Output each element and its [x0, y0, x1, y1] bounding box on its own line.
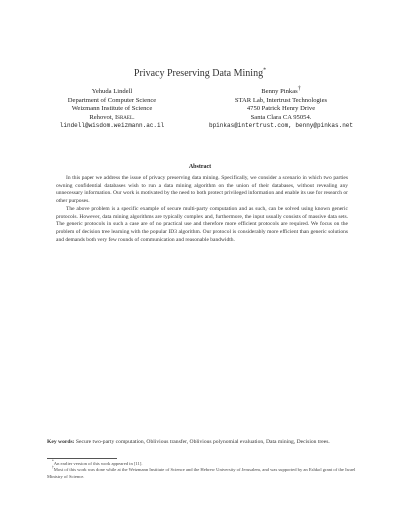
- author-name: Yehuda Lindell: [91, 88, 133, 95]
- paper-title: [0, 68, 400, 79]
- author-block-pinkas: [196, 85, 366, 131]
- title-footnote-mark: *: [263, 67, 267, 74]
- footnote: [47, 467, 363, 480]
- keywords: [47, 438, 363, 446]
- keywords-text: Secure two-party computation, Oblivious transfer, Oblivious polynomial evaluation, Data mining, Decision trees.: [74, 439, 330, 445]
- author-footnote-mark: †: [297, 85, 301, 92]
- author-email: bpinkas@intertrust.com, benny@pinkas.net: [208, 122, 354, 130]
- author-affiliation: STAR Lab, Intertrust Technologies: [234, 96, 328, 104]
- author-name-line: [196, 85, 366, 97]
- abstract-body: [56, 175, 348, 244]
- author-location: [36, 114, 188, 123]
- abstract-paragraph: The above problem is a specific example of secure multi-party computation and as such, can be solved using known generic protocols. However, data mining algorithms are typically complex and, furthermore, the input usually consists of massive data sets. The generic protocols in such a case are of no practical use and therefore more efficient protocols are required. We focus on the problem of decision tree learning with the popular ID3 algorithm. Our protocol is considerably more efficient than generic solutions and demands both very few rounds of communication and reasonable bandwidth.: [56, 205, 348, 243]
- footnote-text: An earlier version of this work appeared in [11].: [53, 461, 143, 466]
- footnote-mark: †: [52, 465, 54, 470]
- author-institution: Weizmann Institute of Science: [71, 105, 153, 113]
- author-city: Rehovot,: [89, 113, 115, 121]
- keywords-label: Key words:: [47, 439, 75, 445]
- author-block-lindell: [36, 88, 188, 131]
- author-name: Benny Pinkas: [261, 88, 298, 95]
- author-city: Santa Clara CA 95054.: [250, 113, 312, 121]
- author-email: lindell@wisdom.weizmann.ac.il: [59, 122, 165, 130]
- footnote-text: Most of this work was done while at the Weizmann Institute of Science and the Hebrew University of Jerusalem, and was supported by an Eshkol grant of the Israel Ministry of Science.: [47, 467, 356, 479]
- abstract-paragraph: In this paper we address the issue of privacy preserving data mining. Specifically, we consider a scenario in which two parties owning confidential databases wish to run a data mining algorithm on the union of their databases, without revealing any unnecessary information. Our work is motivated by the need to both protect privileged information and enable its use for research or other purposes.: [56, 175, 348, 205]
- footnotes: [47, 461, 363, 480]
- author-country: Israel.: [114, 113, 135, 121]
- abstract-heading: Abstract: [188, 164, 212, 170]
- author-address: 4750 Patrick Henry Drive: [246, 105, 316, 113]
- author-affiliation: Department of Computer Science: [67, 96, 157, 104]
- footnote-divider: [47, 458, 117, 459]
- paper-title-text: Privacy Preserving Data Mining: [133, 68, 264, 79]
- footnote-mark: *: [52, 459, 54, 464]
